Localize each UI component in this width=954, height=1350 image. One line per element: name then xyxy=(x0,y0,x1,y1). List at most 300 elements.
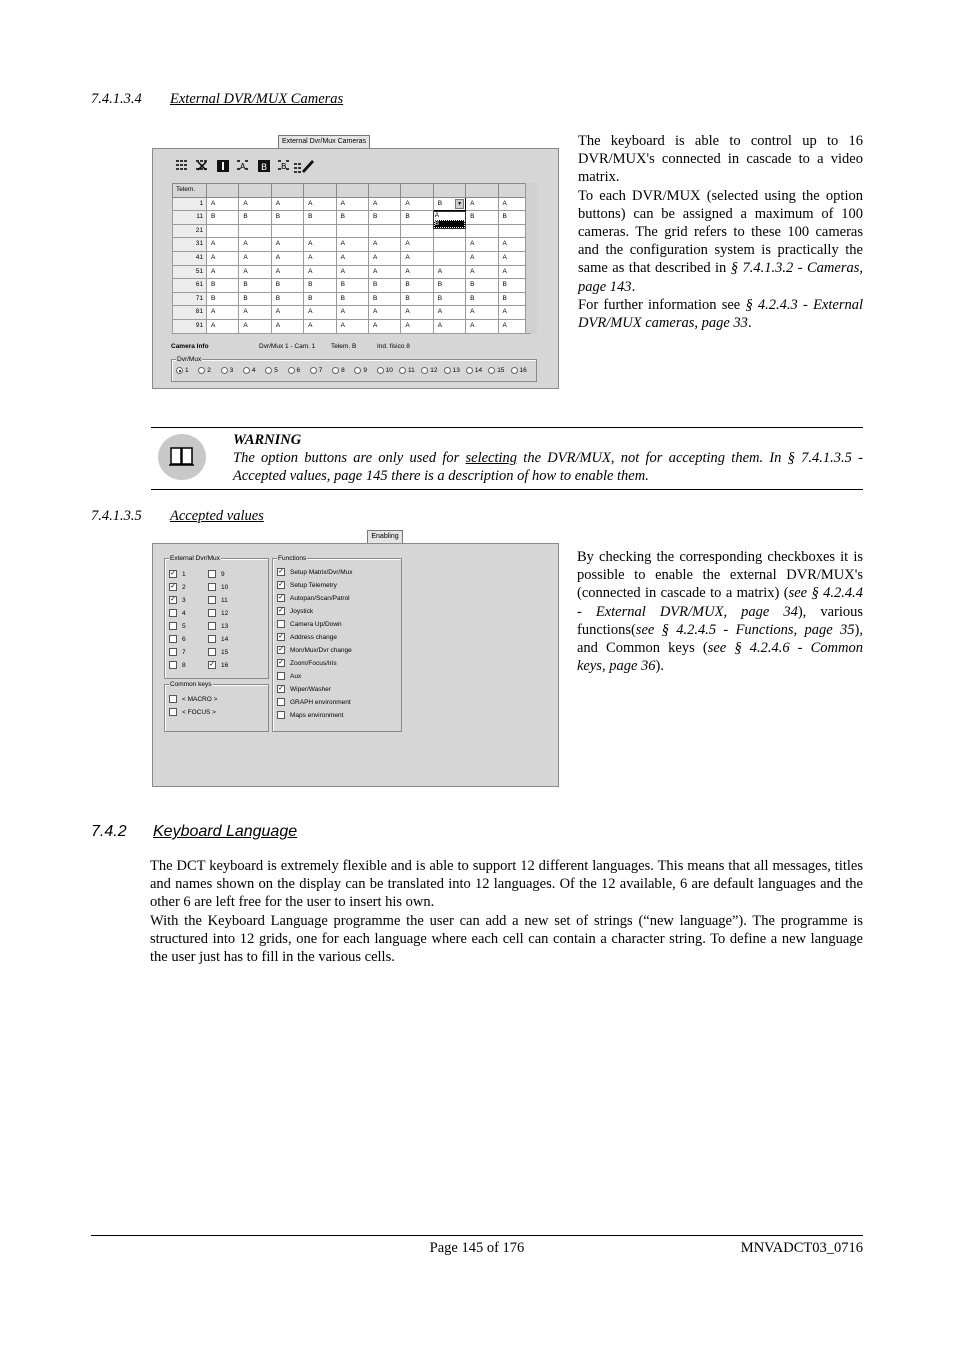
checkbox-label: Setup Telemetry xyxy=(290,581,337,589)
external-dvr-checkbox-col1-0[interactable] xyxy=(169,570,186,578)
page-number: Page 145 of 176 xyxy=(429,1240,525,1256)
grid-cell[interactable]: A xyxy=(336,238,368,252)
grid-cell[interactable]: A xyxy=(207,265,239,279)
radio-label: 10 xyxy=(385,367,393,374)
checkbox-label: 13 xyxy=(221,622,229,630)
checkbox[interactable] xyxy=(169,648,177,656)
dropdown-option[interactable]: A xyxy=(434,211,440,219)
external-dvr-checkbox-col1-5[interactable] xyxy=(169,635,186,643)
function-checkbox-9[interactable] xyxy=(277,685,331,693)
grid-cell[interactable]: B xyxy=(466,292,498,306)
checkbox[interactable]: ✓ xyxy=(209,661,215,668)
grid-column-header[interactable] xyxy=(368,184,400,198)
function-checkbox-4[interactable] xyxy=(277,620,342,628)
grid-cell[interactable]: A xyxy=(271,319,303,333)
radio-circle[interactable] xyxy=(488,367,495,374)
grid-cell[interactable]: A xyxy=(239,319,271,333)
checkbox[interactable]: ✓ xyxy=(278,607,284,614)
camera-info-label: Camera Info xyxy=(171,343,209,350)
grid-cell[interactable] xyxy=(466,224,498,238)
link-external-dvr-mux-cameras[interactable]: § 4.2.4.3 - External DVR/MUX cameras, page 33 xyxy=(578,296,863,332)
radio-label: 13 xyxy=(452,367,460,374)
checkbox[interactable] xyxy=(169,635,177,643)
dvr-mux-radio-group xyxy=(171,356,537,382)
grid-cell[interactable] xyxy=(271,224,303,238)
grid-cell[interactable]: B xyxy=(304,292,336,306)
checkbox-label: Mon/Mux/Dvr change xyxy=(290,646,352,654)
external-dvr-checkbox-col1-2[interactable] xyxy=(169,596,186,604)
grid-cell[interactable]: A xyxy=(368,197,400,211)
grid-cell[interactable]: B xyxy=(368,292,400,306)
grid-row-label: 61 xyxy=(173,279,207,293)
checkbox-label: 4 xyxy=(182,609,186,617)
radio-label: 3 xyxy=(229,367,234,374)
grid-cell[interactable]: A xyxy=(498,265,530,279)
grid-cell[interactable]: A xyxy=(271,251,303,265)
grid-cell[interactable]: A xyxy=(304,238,336,252)
grid-cell[interactable]: A xyxy=(466,265,498,279)
dvr-mux-radio-13[interactable] xyxy=(444,367,460,374)
checkbox[interactable] xyxy=(277,620,285,628)
checkbox-label: 3 xyxy=(182,596,186,604)
dvr-mux-radio-6[interactable] xyxy=(288,367,301,374)
grid-cell[interactable]: B xyxy=(498,211,530,225)
section-heading-external-dvr-mux-cameras: 7.4.1.3.4 External DVR/MUX Cameras xyxy=(91,91,344,107)
m2-icon[interactable] xyxy=(257,159,271,173)
grid-cell[interactable]: A xyxy=(271,238,303,252)
grid-cell[interactable]: B xyxy=(239,279,271,293)
grid-cell[interactable]: A xyxy=(433,319,465,333)
function-checkbox-6[interactable] xyxy=(277,646,352,654)
grid-cell[interactable]: B xyxy=(271,292,303,306)
checkbox-label: Camera Up/Down xyxy=(290,620,342,628)
checkbox[interactable]: ✓ xyxy=(278,594,284,601)
grid-cell[interactable]: A xyxy=(368,265,400,279)
external-dvr-checkbox-col2-0[interactable] xyxy=(208,570,225,578)
grid-column-header[interactable] xyxy=(433,184,465,198)
checkbox-label: 8 xyxy=(182,661,186,669)
radio-label: 16 xyxy=(519,367,527,374)
radio-circle[interactable] xyxy=(377,367,384,374)
function-checkbox-11[interactable] xyxy=(277,711,343,719)
checkbox[interactable]: ✓ xyxy=(278,659,284,666)
accepted-values-description: By checking the corresponding checkboxes it is possible to enable the external DVR/MUX's (connected in cascade to a matrix) (see § 4.2.4.4 - External DVR/MUX, page 34), various functions(see § 4.2.4.5 - Functions, page 35), and Common keys (see § 4.2.4.6 - Common keys, page 36). xyxy=(577,549,863,675)
dropdown-option[interactable]: B xyxy=(434,220,465,228)
book-icon xyxy=(157,433,207,481)
grid-cell[interactable] xyxy=(368,224,400,238)
section-heading-accepted-values: 7.4.1.3.5 Accepted values xyxy=(91,508,264,524)
grid-edit-icon[interactable] xyxy=(293,157,315,175)
dvr-mux-radio-16[interactable] xyxy=(511,367,527,374)
grid-row-label: 41 xyxy=(173,251,207,265)
checkbox[interactable] xyxy=(169,661,177,669)
external-dvr-checkbox-col1-7[interactable] xyxy=(169,661,186,669)
radio-label: 11 xyxy=(408,367,415,374)
radio-circle[interactable] xyxy=(265,367,272,374)
checkbox-label: 5 xyxy=(182,622,186,630)
radio-label: 1 xyxy=(185,367,189,374)
grid-row-label: 71 xyxy=(173,292,207,306)
radio-circle[interactable] xyxy=(399,367,406,374)
grid-corner-label: Telem. xyxy=(173,184,207,198)
function-checkbox-5[interactable] xyxy=(277,633,337,641)
checkbox[interactable]: ✓ xyxy=(170,570,176,577)
dvr-mux-radio-8[interactable] xyxy=(332,367,345,374)
grid-cell[interactable]: B xyxy=(498,292,530,306)
grid-column-header[interactable] xyxy=(239,184,271,198)
external-dvr-checkbox-col1-3[interactable] xyxy=(169,609,186,617)
common-keys-group: Common keys < MACRO > < FOCUS > xyxy=(164,684,269,732)
checkbox[interactable]: ✓ xyxy=(170,596,176,603)
function-checkbox-0[interactable] xyxy=(277,568,353,576)
grid-cell[interactable]: A xyxy=(401,265,433,279)
grid-cell[interactable]: B xyxy=(304,279,336,293)
dvr-mux-radio-15[interactable] xyxy=(488,367,504,374)
checkbox[interactable] xyxy=(208,609,216,617)
grid-cell[interactable]: B xyxy=(498,279,530,293)
grid-cell[interactable]: B xyxy=(401,211,433,225)
checkbox[interactable]: ✓ xyxy=(278,646,284,653)
dvr-mux-radio-9[interactable] xyxy=(354,367,367,374)
dvr-mux-radio-10[interactable] xyxy=(377,367,393,374)
warning-title: WARNING xyxy=(233,432,302,448)
checkbox[interactable] xyxy=(208,622,216,630)
grid-cell[interactable]: A xyxy=(466,197,498,211)
grid-cell[interactable]: A xyxy=(401,251,433,265)
table-row xyxy=(173,292,531,306)
common-key-checkbox-1[interactable] xyxy=(169,708,216,716)
section-heading-keyboard-language: 7.4.2 Keyboard Language xyxy=(91,823,298,840)
grid-cell[interactable]: A xyxy=(401,197,433,211)
radio-circle[interactable] xyxy=(332,367,339,374)
grid-cell[interactable]: A xyxy=(239,238,271,252)
grid-row-label: 21 xyxy=(173,224,207,238)
checkbox-label: 9 xyxy=(221,570,225,578)
checkbox-label: Joystick xyxy=(290,607,314,615)
grid-cell[interactable]: A xyxy=(239,265,271,279)
checkbox[interactable]: ✓ xyxy=(278,633,284,640)
checkbox[interactable] xyxy=(208,635,216,643)
checkbox[interactable] xyxy=(169,708,177,716)
external-dvr-checkbox-col2-7[interactable] xyxy=(208,661,228,669)
table-row xyxy=(173,279,531,293)
checkbox[interactable] xyxy=(208,596,216,604)
grid-cell[interactable]: B xyxy=(466,279,498,293)
checkbox-label: 2 xyxy=(182,583,186,591)
checkbox[interactable] xyxy=(208,648,216,656)
checkbox[interactable]: ✓ xyxy=(278,685,284,692)
checkbox[interactable] xyxy=(208,570,216,578)
radio-label: 8 xyxy=(341,367,345,374)
function-checkbox-8[interactable] xyxy=(277,672,301,680)
grid-cell[interactable] xyxy=(433,197,465,227)
grid-cell[interactable]: B xyxy=(207,292,239,306)
grid-cell[interactable] xyxy=(207,224,239,238)
grid-cell[interactable]: A xyxy=(336,197,368,211)
grid-cell[interactable]: B xyxy=(271,211,303,225)
grid-cell[interactable]: A xyxy=(401,306,433,320)
grid-cell[interactable]: B xyxy=(271,279,303,293)
checkbox-label: 14 xyxy=(221,635,229,643)
grid-cell[interactable]: B xyxy=(401,292,433,306)
grid-cell[interactable]: A xyxy=(498,319,530,333)
grid-cell[interactable]: B xyxy=(368,211,400,225)
dvr-mux-radio-1[interactable] xyxy=(176,367,189,374)
grid-cell[interactable]: A xyxy=(498,251,530,265)
external-dvr-checkbox-col1-1[interactable] xyxy=(169,583,186,591)
dvr-mux-radio-3[interactable] xyxy=(221,367,234,374)
grid-cell[interactable]: A xyxy=(368,319,400,333)
dvr-mux-radio-12[interactable] xyxy=(421,367,437,374)
grid-cell[interactable]: A xyxy=(271,306,303,320)
checkbox[interactable]: ✓ xyxy=(278,581,284,588)
camera-info-ind: Ind. fisico 8 xyxy=(377,343,410,350)
grid-cell[interactable]: A xyxy=(401,238,433,252)
grid-cell[interactable]: A xyxy=(336,306,368,320)
radio-circle[interactable] xyxy=(288,367,295,374)
mark-b-icon[interactable] xyxy=(277,159,291,173)
function-checkbox-2[interactable] xyxy=(277,594,350,602)
external-dvr-checkbox-col2-4[interactable] xyxy=(208,622,228,630)
grid-cell[interactable]: B xyxy=(336,292,368,306)
grid-cell[interactable]: A xyxy=(368,238,400,252)
checkbox-label: 16 xyxy=(221,661,229,669)
checkbox-label: 10 xyxy=(221,583,229,591)
table-row xyxy=(173,224,531,238)
radio-label: 7 xyxy=(318,367,323,374)
radio-circle[interactable] xyxy=(198,367,205,374)
function-checkbox-10[interactable] xyxy=(277,698,351,706)
common-key-checkbox-0[interactable] xyxy=(169,695,217,703)
grid-cell[interactable] xyxy=(433,251,465,265)
grid-cell[interactable]: A xyxy=(271,265,303,279)
svg-text:A: A xyxy=(240,162,246,171)
checkbox-label: Setup Matrix/Dvr/Mux xyxy=(290,568,353,576)
radio-label: 9 xyxy=(363,367,368,374)
grid-cell[interactable]: A xyxy=(239,306,271,320)
checkbox-label: Autopan/Scan/Patrol xyxy=(290,594,350,602)
grid-cell[interactable] xyxy=(433,238,465,252)
warning-top-rule xyxy=(151,427,863,428)
grid-cell[interactable]: A xyxy=(239,251,271,265)
radio-circle[interactable] xyxy=(354,367,361,374)
function-checkbox-7[interactable] xyxy=(277,659,337,667)
grid-cell[interactable]: A xyxy=(368,251,400,265)
radio-circle[interactable] xyxy=(466,367,473,374)
grid-vertical-scrollbar[interactable] xyxy=(525,183,537,333)
checkbox[interactable] xyxy=(277,711,285,719)
grid-cell[interactable] xyxy=(239,224,271,238)
grid-cell[interactable]: B xyxy=(207,211,239,225)
grid-column-header[interactable] xyxy=(401,184,433,198)
grid-cell[interactable]: B xyxy=(433,292,465,306)
checkbox-label: 6 xyxy=(182,635,186,643)
checkbox[interactable] xyxy=(277,698,285,706)
grid-cell-value: B xyxy=(437,199,443,207)
radio-circle[interactable] xyxy=(221,367,228,374)
radio-label: 14 xyxy=(474,367,483,374)
grid-cell[interactable]: A xyxy=(368,306,400,320)
grid-cell[interactable]: B xyxy=(401,279,433,293)
svg-text:B: B xyxy=(261,163,268,173)
grid-column-header[interactable] xyxy=(207,184,239,198)
dvr-mux-radio-4[interactable] xyxy=(243,367,256,374)
grid-cell[interactable]: B xyxy=(336,211,368,225)
radio-circle[interactable] xyxy=(243,367,250,374)
grid-cell[interactable]: B xyxy=(466,211,498,225)
dvr-mux-radio-2[interactable] xyxy=(198,367,211,374)
checkbox[interactable]: ✓ xyxy=(278,568,284,575)
link-common-keys[interactable]: see § 4.2.4.6 - Common keys, page 36 xyxy=(577,640,863,675)
link-functions[interactable]: see § 4.2.4.5 - Functions, page 35 xyxy=(635,621,855,638)
document-code: MNVADCT03_0716 xyxy=(740,1240,863,1256)
grid-cell[interactable]: A xyxy=(207,319,239,333)
grid-cell[interactable]: A xyxy=(207,306,239,320)
radio-label: 6 xyxy=(296,367,301,374)
radio-circle[interactable] xyxy=(176,367,183,374)
grid-column-header[interactable] xyxy=(466,184,498,198)
checkbox-label: Address change xyxy=(290,633,337,641)
external-dvr-checkbox-col2-1[interactable] xyxy=(208,583,228,591)
grid-cell[interactable]: A xyxy=(433,265,465,279)
grid-cell[interactable]: A xyxy=(207,251,239,265)
radio-label: 2 xyxy=(207,367,211,374)
grid-cell[interactable] xyxy=(401,224,433,238)
radio-circle[interactable] xyxy=(421,367,428,374)
grid-header-row xyxy=(173,184,531,198)
grid-cell[interactable] xyxy=(304,224,336,238)
grid-cell[interactable]: A xyxy=(498,197,530,211)
checkbox-label: 15 xyxy=(221,648,229,656)
table-row xyxy=(173,238,531,252)
grid-cell[interactable]: A xyxy=(401,319,433,333)
checkbox-label: 12 xyxy=(221,609,229,617)
external-dvr-checkbox-col2-6[interactable] xyxy=(208,648,228,656)
grid-cell[interactable]: A xyxy=(304,306,336,320)
checkbox[interactable] xyxy=(277,672,285,680)
grid-row-label: 81 xyxy=(173,306,207,320)
checkbox-label: 11 xyxy=(221,596,228,604)
mark-a-icon[interactable] xyxy=(236,159,250,173)
grid-cell[interactable]: A xyxy=(466,319,498,333)
grid-cell[interactable]: A xyxy=(271,197,303,211)
grid-delete-icon[interactable] xyxy=(195,159,209,173)
grid-cell[interactable]: A xyxy=(304,319,336,333)
grid-cell[interactable]: A xyxy=(207,238,239,252)
svg-text:B: B xyxy=(281,162,287,171)
camera-info-telem: Telem. B xyxy=(331,343,357,350)
radio-label: 15 xyxy=(497,367,505,374)
grid-cell[interactable]: A xyxy=(304,265,336,279)
checkbox[interactable]: ✓ xyxy=(170,583,176,590)
function-checkbox-1[interactable] xyxy=(277,581,337,589)
grid-cell[interactable]: A xyxy=(336,251,368,265)
table-row xyxy=(173,211,531,225)
warning-text: WARNING The option buttons are only used for selecting the DVR/MUX, not for accepting them. In § 7.4.1.3.5 - Accepted values, page 145 there is a description of how to enable them. xyxy=(233,432,864,485)
grid-cell[interactable]: A xyxy=(466,306,498,320)
dvr-mux-radio-7[interactable] xyxy=(310,367,323,374)
grid-cell[interactable]: A xyxy=(498,306,530,320)
grid-cell[interactable]: A xyxy=(433,306,465,320)
grid-row-label: 91 xyxy=(173,319,207,333)
external-dvr-mux-group: External Dvr/Mux ✓ 1 ✓ 2 ✓ 3 4 5 6 7 8 9 10 11 12 13 14 15 ✓ 16 xyxy=(164,558,269,679)
grid-row-label: 11 xyxy=(173,211,207,225)
tab-external-dvr-mux-cameras[interactable]: External Dvr/Mux Cameras xyxy=(278,135,370,149)
dropdown-arrow-icon[interactable]: ▼ xyxy=(455,199,464,209)
grid-cell[interactable] xyxy=(336,224,368,238)
grid-cell-dropdown-list[interactable] xyxy=(433,211,466,229)
dvr-mux-radio-11[interactable] xyxy=(399,367,415,374)
radio-circle[interactable] xyxy=(511,367,518,374)
grid-cell[interactable]: B xyxy=(336,279,368,293)
external-dvr-checkbox-col1-4[interactable] xyxy=(169,622,186,630)
grid-cell[interactable]: B xyxy=(304,211,336,225)
grid-cell[interactable]: A xyxy=(466,238,498,252)
grid-cell[interactable]: A xyxy=(304,251,336,265)
radio-label: 4 xyxy=(251,367,256,374)
grid-cell[interactable]: A xyxy=(239,197,271,211)
external-cameras-description: The keyboard is able to control up to 16 DVR/MUX's connected in cascade to a video matrix. To each DVR/MUX (selected using the option buttons) can be assigned a maximum of 100 cameras. The grid refers to these 100 cameras and the configuration system is practically the same as that described in § 7.4.1.3.2 - Cameras, page 143. For further information see § 4.2.4.3 - External DVR/MUX cameras, page 33. xyxy=(578,133,863,332)
grid-column-header[interactable] xyxy=(336,184,368,198)
radio-circle[interactable] xyxy=(444,367,451,374)
tab-enabling[interactable]: Enabling xyxy=(367,530,403,544)
checkbox-label: Wiper/Washer xyxy=(290,685,331,693)
table-row xyxy=(173,251,531,265)
grid-cell[interactable]: A xyxy=(336,265,368,279)
grid-cell[interactable]: A xyxy=(304,197,336,211)
grid-cell[interactable]: A xyxy=(336,319,368,333)
functions-group: Functions ✓ Setup Matrix/Dvr/Mux ✓ Setup Telemetry ✓ Autopan/Scan/Patrol ✓ Joystick Camera Up/Down ✓ Address change ✓ Mon/Mux/Dvr change ✓ Zoom/Focus/Iris Aux ✓ Wiper/Washer GRAPH environment Maps environment xyxy=(272,558,402,732)
link-cameras[interactable]: § 7.4.1.3.2 - Cameras, page 143 xyxy=(578,260,863,295)
external-dvr-mux-cameras-panel xyxy=(152,148,559,389)
link-external-dvr-mux[interactable]: see § 4.2.4.4 - External DVR/MUX, page 34 xyxy=(577,585,863,620)
radio-label: 12 xyxy=(430,367,438,374)
external-dvr-checkbox-col1-6[interactable] xyxy=(169,648,186,656)
checkbox[interactable] xyxy=(208,583,216,591)
grid-cell[interactable]: B xyxy=(368,279,400,293)
table-row xyxy=(173,319,531,333)
dvr-mux-radio-5[interactable] xyxy=(265,367,278,374)
checkbox-label: < FOCUS > xyxy=(182,708,216,716)
grid-cell[interactable]: B xyxy=(207,279,239,293)
function-checkbox-3[interactable] xyxy=(277,607,313,615)
enabling-panel xyxy=(152,543,559,787)
dvr-mux-legend: Dvr/Mux xyxy=(177,356,202,363)
checkbox[interactable] xyxy=(169,609,177,617)
grid-cell[interactable]: A xyxy=(466,251,498,265)
grid-cell[interactable]: B xyxy=(239,211,271,225)
grid-icon[interactable] xyxy=(175,159,189,173)
external-dvr-checkbox-col2-5[interactable] xyxy=(208,635,228,643)
external-dvr-checkbox-col2-3[interactable] xyxy=(208,609,228,617)
checkbox-label: 7 xyxy=(182,648,186,656)
dvr-mux-radio-14[interactable] xyxy=(466,367,482,374)
grid-cell[interactable]: B xyxy=(239,292,271,306)
camera-grid[interactable] xyxy=(172,183,531,334)
grid-cell[interactable]: A xyxy=(498,238,530,252)
grid-column-header[interactable] xyxy=(271,184,303,198)
footer-rule xyxy=(91,1235,863,1236)
grid-column-header[interactable] xyxy=(304,184,336,198)
checkbox[interactable] xyxy=(169,622,177,630)
grid-cell[interactable]: B xyxy=(433,279,465,293)
checkbox[interactable] xyxy=(169,695,177,703)
warning-bottom-rule xyxy=(151,489,863,490)
external-dvr-checkbox-col2-2[interactable] xyxy=(208,596,228,604)
grid-cell[interactable]: A xyxy=(207,197,239,211)
m1-icon[interactable] xyxy=(216,159,230,173)
radio-circle[interactable] xyxy=(310,367,317,374)
